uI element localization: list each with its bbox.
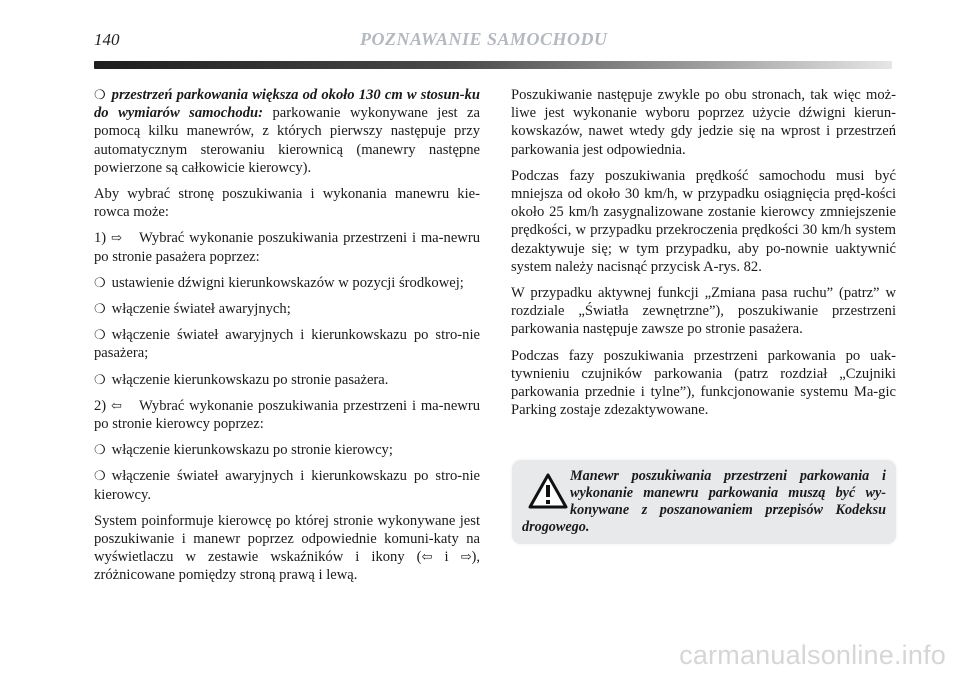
bullet-icon: ❍ bbox=[94, 274, 106, 290]
bullet-icon: ❍ bbox=[94, 301, 106, 317]
list-item-text: włączenie kierunkowskazu po stronie kierowcy; bbox=[111, 442, 393, 459]
paragraph-speed: Podczas fazy poszukiwania prędkość samochodu musi być mniejsza od około 30 km/h, w przypadku osiągnięcia pręd-kości około 25 km/h zasygnalizowane zostanie kierowcy zmniejszenie prędkości, w przypadku przekroczenia prędkości 30 km/h system dezaktywuje się; w tym przypadku, aby po-nownie uaktywnić system należy nacisnąć przycisk A-rys. 82. bbox=[511, 167, 896, 275]
list-item-text: włączenie świateł awaryjnych i kierunkowskazu po stro-nie pasażera; bbox=[94, 327, 480, 362]
bullet-icon: ❍ bbox=[94, 468, 106, 484]
text-segment: ), zróżnicowane pomiędzy stroną prawą i lewą. bbox=[94, 549, 481, 584]
list-item bbox=[94, 326, 480, 362]
right-arrow-icon: ⇨ bbox=[111, 230, 122, 246]
text-segment: i bbox=[432, 549, 461, 566]
list-item-text: włączenie kierunkowskazu po stronie pasażera. bbox=[111, 371, 389, 388]
paragraph-option-1 bbox=[94, 229, 480, 265]
paragraph-sensors: Podczas fazy poszukiwania przestrzeni parkowania po uak-tywnieniu czujników parkowania (patrz rozdział „Czujniki parkowania przednie i tylne”), funkcjonowanie systemu Ma-gic Parking zostaje zdezaktywowane. bbox=[511, 347, 896, 419]
left-arrow-icon: ⇦ bbox=[421, 549, 433, 565]
right-column bbox=[511, 86, 896, 427]
header-rule bbox=[94, 61, 892, 69]
warning-box bbox=[512, 460, 896, 544]
right-arrow-icon: ⇨ bbox=[460, 549, 472, 565]
bullet-text: parkowanie wykonywane jest za pomocą kilku manewrów, z których pierwszy następuje przy automatycznym sterowaniu kierownicą (manewry następne powierzone są całkowicie kierowcy). bbox=[94, 105, 480, 176]
list-item bbox=[94, 467, 480, 503]
paragraph-search-sides: Poszukiwanie następuje zwykle po obu stronach, tak więc moż-liwe jest wykonanie wyboru poprzez użycie dźwigni kierun-kowskazów, nawet wtedy gdy jedzie się na wprost i przestrzeń parkowania jest odpowiednia. bbox=[511, 87, 896, 158]
paragraph-lane-change: W przypadku aktywnej funkcji „Zmiana pasa ruchu” (patrz” w rozdziale „Światła zewnętrzne”), poszukiwanie przestrzeni parkowania następuje zawsze po stronie pasażera. bbox=[511, 285, 896, 338]
bullet-icon: ❍ bbox=[94, 87, 106, 102]
warning-text: Manewr poszukiwania przestrzeni parkowania i wykonanie manewru parkowania muszą być wy-konywane z poszanowaniem przepisów Kodeksu drogowego. bbox=[522, 468, 886, 535]
section-title: POZNAWANIE SAMOCHODU bbox=[360, 29, 608, 49]
option-text: Wybrać wykonanie poszukiwania przestrzeni i ma-newru po stronie pasażera poprzez: bbox=[94, 230, 480, 265]
list-item bbox=[94, 441, 480, 459]
bullet-icon: ❍ bbox=[94, 327, 106, 343]
page-number: 140 bbox=[94, 30, 120, 49]
list-item bbox=[94, 274, 480, 292]
paragraph-option-2 bbox=[94, 397, 480, 433]
option-number: 2) bbox=[94, 397, 107, 414]
list-item bbox=[94, 371, 480, 389]
option-number: 1) bbox=[94, 230, 107, 247]
bullet-heading: przestrzeń parkowania większa od około 130 cm w stosun-ku do wymiarów samochodu: bbox=[94, 87, 480, 122]
text-segment: System poinformuje kierowcę po której stronie wykonywane jest poszukiwanie i manewr poprzez odpowiednie komuni-katy na wyświetlaczu w zestawie wskaźników i ikony ( bbox=[94, 512, 480, 566]
option-text: Wybrać wykonanie poszukiwania przestrzeni i ma-newru po stronie kierowcy poprzez: bbox=[94, 397, 480, 433]
bullet-icon: ❍ bbox=[94, 442, 106, 458]
list-item-text: ustawienie dźwigni kierunkowskazów w pozycji środkowej; bbox=[111, 274, 464, 291]
paragraph-large-space bbox=[94, 86, 480, 177]
left-column bbox=[94, 86, 480, 593]
paragraph-choose-side: Aby wybrać stronę poszukiwania i wykonania manewru kie-rowca może: bbox=[94, 186, 480, 221]
left-arrow-icon: ⇦ bbox=[111, 397, 122, 413]
watermark: carmanualsonline.info bbox=[679, 640, 946, 670]
paragraph-system-info bbox=[94, 512, 480, 585]
list-item bbox=[94, 300, 480, 318]
bullet-icon: ❍ bbox=[94, 371, 106, 387]
list-item-text: włączenie świateł awaryjnych; bbox=[111, 301, 291, 318]
list-item-text: włączenie świateł awaryjnych i kierunkowskazu po stro-nie kierowcy. bbox=[94, 468, 480, 503]
